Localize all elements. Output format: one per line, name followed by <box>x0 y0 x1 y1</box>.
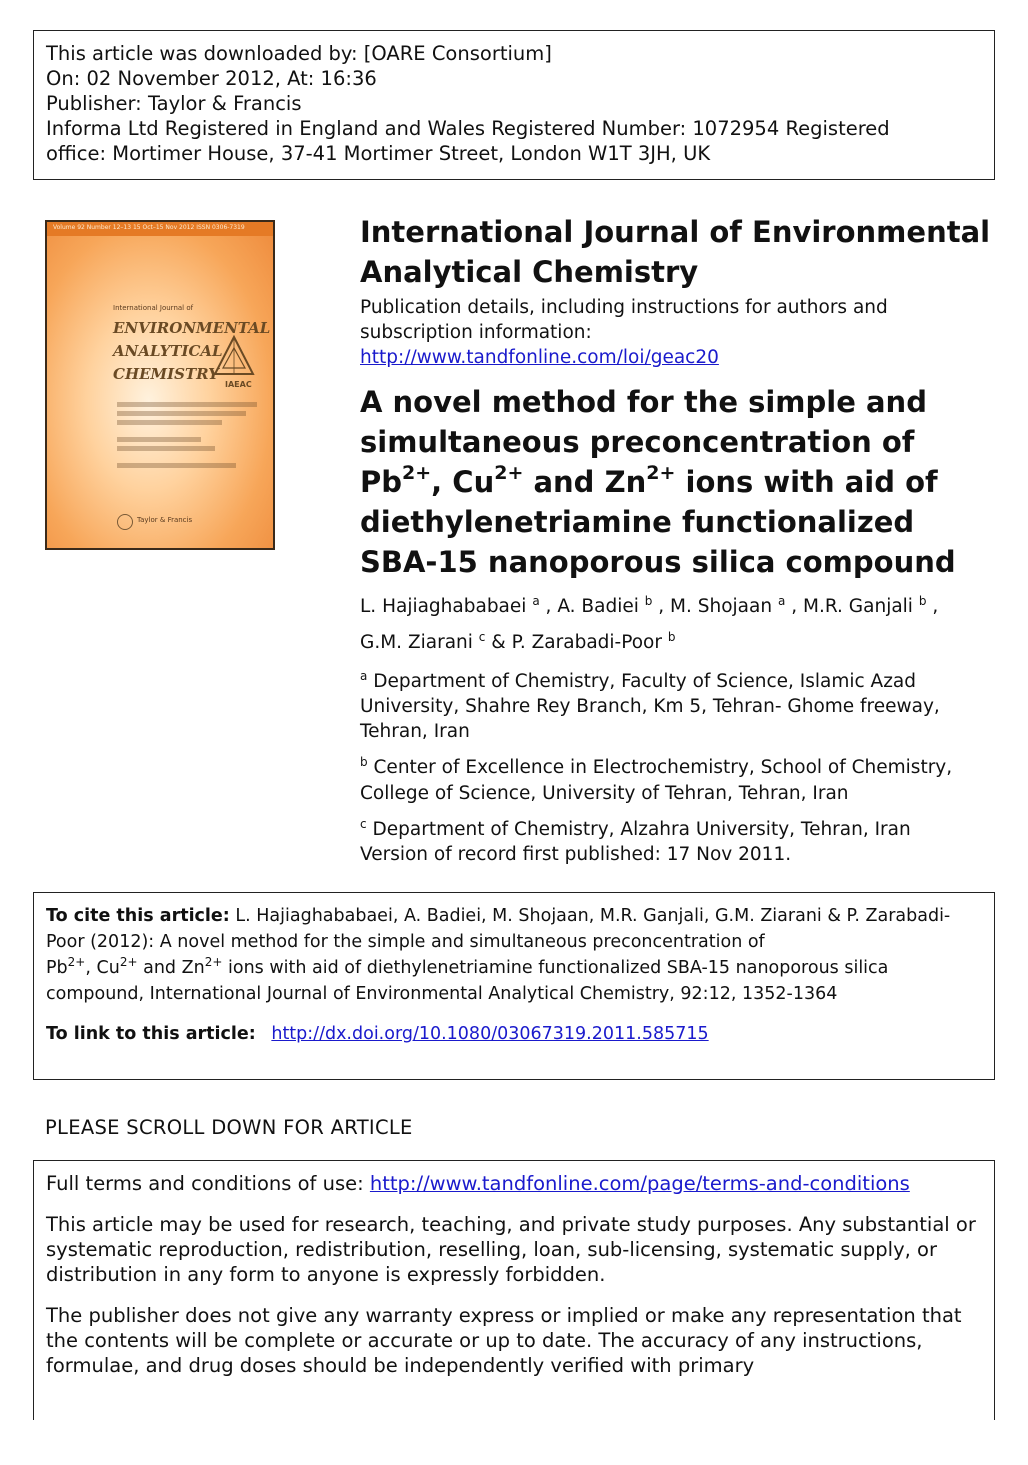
article-link-row <box>46 1021 982 1047</box>
affiliation: $^c$ Department of Chemistry, Alzahra University, Tehran, Iran <box>360 816 911 840</box>
publisher-line: Publisher: Taylor & Francis <box>46 92 302 115</box>
publication-details <box>360 295 1000 370</box>
author-list: L. Hajiaghababaei $^a$ , A. Badiei $^b$ , M. Shojaan $^a$ , M.R. Ganjali $^b$ , G.M. Ziarani $^c$ & P. Zarabadi-Poor $^b$ <box>360 594 939 654</box>
download-date: On: 02 November 2012, At: 16:36 <box>46 67 377 90</box>
terms-link[interactable]: http://www.tandfonline.com/page/terms-and-conditions <box>369 1172 910 1195</box>
office-line: office: Mortimer House, 37-41 Mortimer Street, London W1T 3JH, UK <box>46 142 711 165</box>
terms-paragraph: The publisher does not give any warranty express or implied or make any representation that the contents will be complete or accurate or up to date. The accuracy of any instructions, formulae, and drug doses should be independently verified with primary <box>46 1304 962 1377</box>
registration-line: Informa Ltd Registered in England and Wales Registered Number: 1072954 Registered <box>46 117 890 140</box>
author: A. Badiei <box>557 596 639 618</box>
author: L. Hajiaghababaei <box>360 596 527 618</box>
citation-box <box>33 892 995 1080</box>
cover-description-lines <box>117 402 257 472</box>
article-header <box>360 212 1000 867</box>
article-title: A novel method for the simple and simultaneous preconcentration of $Pb^{2+}$, $Cu^{2+}$ and $Zn^{2+}$ ions with aid of diethylenetriamine functionalized SBA-15 nanoporous silica compound <box>360 385 956 579</box>
cover-top-strip <box>47 222 273 236</box>
publication-details-text: Publication details, including instructions for authors and subscription information: <box>360 297 888 343</box>
scroll-down-note: PLEASE SCROLL DOWN FOR ARTICLE <box>45 1116 413 1139</box>
download-notice-box <box>33 30 995 180</box>
affiliation: $^a$ Department of Chemistry, Faculty of Science, Islamic Azad University, Shahre Rey Branch, Km 5, Tehran- Ghome freeway, Tehran, Iran <box>360 669 940 743</box>
journal-title: International Journal of Environmental Analytical Chemistry <box>360 215 991 289</box>
cover-publisher: Taylor & Francis <box>137 516 193 524</box>
download-line: This article was downloaded by: [OARE Consortium] <box>46 42 552 65</box>
link-label: To link to this article: <box>46 1024 256 1044</box>
cover-journal-title: ENVIRONMENTAL ANALYTICAL CHEMISTRY <box>113 319 271 383</box>
iaeac-logo-icon <box>212 334 256 380</box>
terms-paragraph: This article may be used for research, teaching, and private study purposes. Any substantial or systematic reproduction, redistribution, reselling, loan, sub-licensing, systematic supply, or distribution in any form to anyone is expressly forbidden. <box>46 1213 976 1286</box>
cite-label: To cite this article: <box>46 906 230 926</box>
publisher-logo-icon <box>117 514 133 530</box>
cover-strip-text: Volume 92 Number 12–13 15 Oct–15 Nov 2012 ISSN 0306-7319 <box>53 224 245 231</box>
terms-intro-row <box>46 1171 982 1196</box>
author: G.M. Ziarani <box>360 632 473 654</box>
author: M. Shojaan <box>670 596 773 618</box>
doi-link[interactable]: http://dx.doi.org/10.1080/03067319.2011.585715 <box>271 1024 709 1044</box>
journal-cover-image <box>45 220 275 550</box>
author: P. Zarabadi-Poor <box>511 632 662 654</box>
terms-box <box>33 1160 995 1420</box>
terms-intro: Full terms and conditions of use: <box>46 1172 364 1195</box>
author: M.R. Ganjali <box>803 596 913 618</box>
citation-text: To cite this article: L. Hajiaghababaei, A. Badiei, M. Shojaan, M.R. Ganjali, G.M. Ziarani & P. Zarabadi-Poor (2012): A novel method for the simple and simultaneous preconcentration of $Pb^{2+}$, $Cu^{2+}$ and $Zn^{2+}$ ions with aid of diethylenetriamine functionalized SBA-15 nanoporous silica compound, International Journal of Environmental Analytical Chemistry, 92:12, 1352-1364 <box>46 906 951 1004</box>
version-of-record: Version of record first published: 17 Nov 2011. <box>360 843 792 865</box>
cover-small-title: International Journal of <box>113 304 194 312</box>
cover-logo-text: IAEAC <box>225 380 252 389</box>
journal-url-link[interactable]: http://www.tandfonline.com/loi/geac20 <box>360 347 719 368</box>
affiliation: $^b$ Center of Excellence in Electrochemistry, School of Chemistry, College of Science, University of Tehran, Tehran, Iran <box>360 755 953 804</box>
